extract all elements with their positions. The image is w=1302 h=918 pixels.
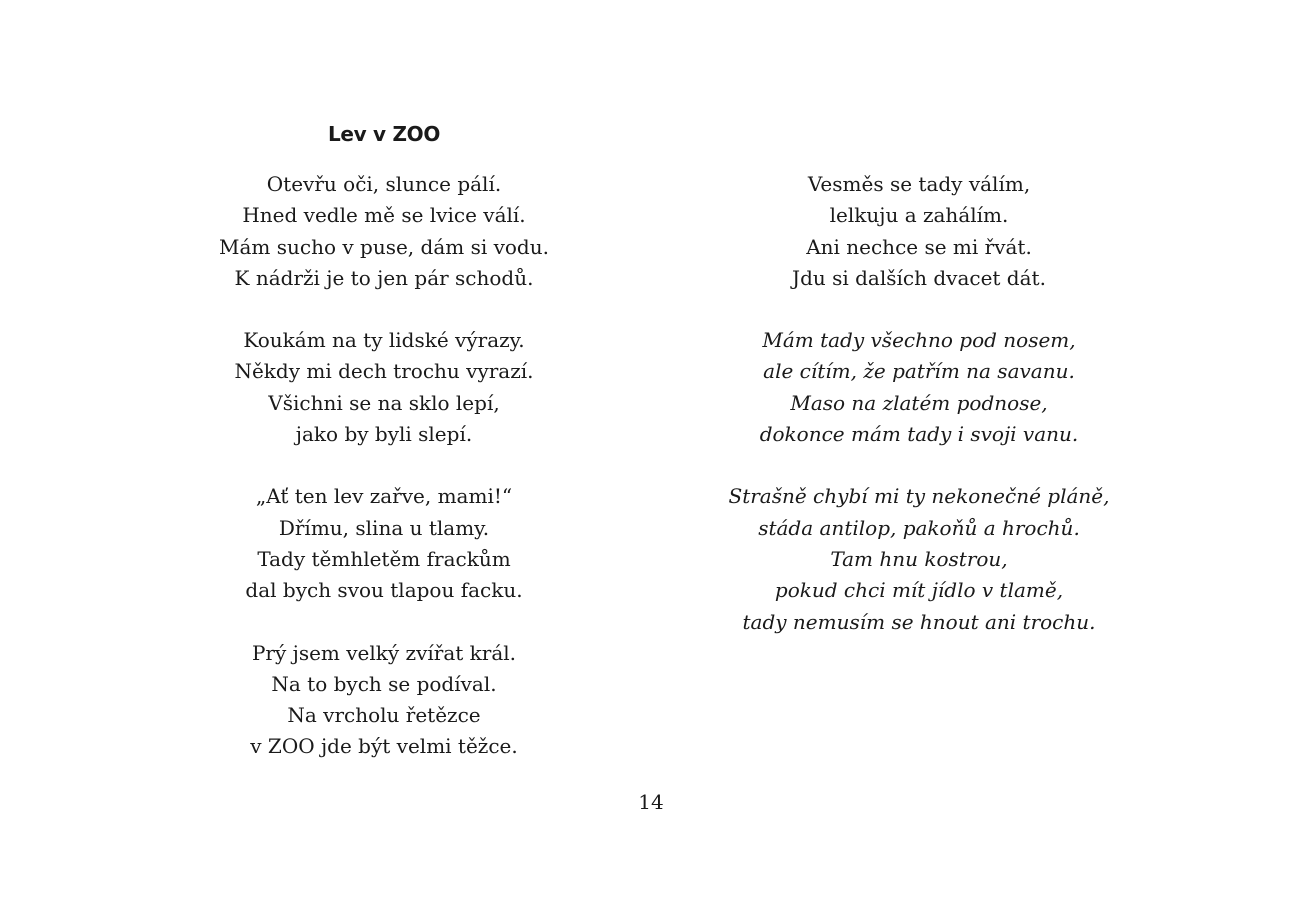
- stanza: [184, 638, 584, 763]
- verse-line: stáda antilop, pakoňů a hrochů.: [758, 515, 1080, 540]
- verse-line: lelkuju a zahálím.: [829, 203, 1009, 228]
- verse-line: Vesměs se tady válím,: [807, 172, 1031, 196]
- verse-line: Mám tady všechno pod nosem,: [762, 328, 1076, 353]
- stanza: [699, 169, 1139, 294]
- verse-line: v ZOO jde být velmi těžce.: [250, 734, 518, 759]
- verse-line: Ani nechce se mi řvát.: [806, 234, 1032, 259]
- stanza: [184, 169, 584, 294]
- verse-line: Na vrcholu řetězce: [287, 703, 481, 728]
- verse-line: Na to bych se podíval.: [271, 671, 497, 696]
- verse-line: K nádrži je to jen pár schodů.: [234, 265, 534, 290]
- verse-line: dal bych svou tlapou facku.: [245, 578, 523, 603]
- verse-line: Tam hnu kostrou,: [830, 546, 1008, 571]
- verse-line: Jdu si dalších dvacet dát.: [792, 265, 1046, 290]
- verse-line: Dřímu, slina u tlamy.: [278, 515, 490, 540]
- verse-line: Koukám na ty lidské výrazy.: [243, 328, 525, 353]
- verse-line: Hned vedle mě se lvice válí.: [242, 203, 526, 228]
- verse-line: Všichni se na sklo lepí,: [268, 390, 500, 415]
- stanza: [184, 481, 584, 606]
- verse-line: Mám sucho v puse, dám si vodu.: [219, 234, 549, 259]
- verse-line: Prý jsem velký zvířat král.: [251, 640, 517, 665]
- page-number: 14: [638, 790, 664, 814]
- verse-line: Strašně chybí mi ty nekonečné pláně,: [728, 484, 1110, 509]
- verse-line: Tady těmhletěm frackům: [257, 546, 511, 571]
- verse-line: Maso na zlatém podnose,: [790, 390, 1048, 415]
- verse-line: tady nemusím se hnout ani trochu.: [742, 609, 1096, 634]
- poem-title: Lev v ZOO: [327, 122, 441, 147]
- poem-column-right: [699, 169, 1139, 669]
- poem-column-left: [184, 169, 584, 794]
- verse-line: ale cítím, že patřím na savanu.: [763, 359, 1075, 384]
- stanza: [699, 325, 1139, 450]
- stanza: [184, 325, 584, 450]
- verse-line: Otevřu oči, slunce pálí.: [266, 172, 502, 196]
- verse-line: dokonce mám tady i svoji vanu.: [759, 422, 1079, 447]
- verse-line: „Ať ten lev zařve, mami!“: [255, 484, 513, 509]
- stanza: [699, 481, 1139, 637]
- verse-line: Někdy mi dech trochu vyrazí.: [234, 359, 534, 384]
- verse-line: pokud chci mít jídlo v tlamě,: [774, 578, 1064, 603]
- verse-line: jako by byli slepí.: [295, 422, 473, 447]
